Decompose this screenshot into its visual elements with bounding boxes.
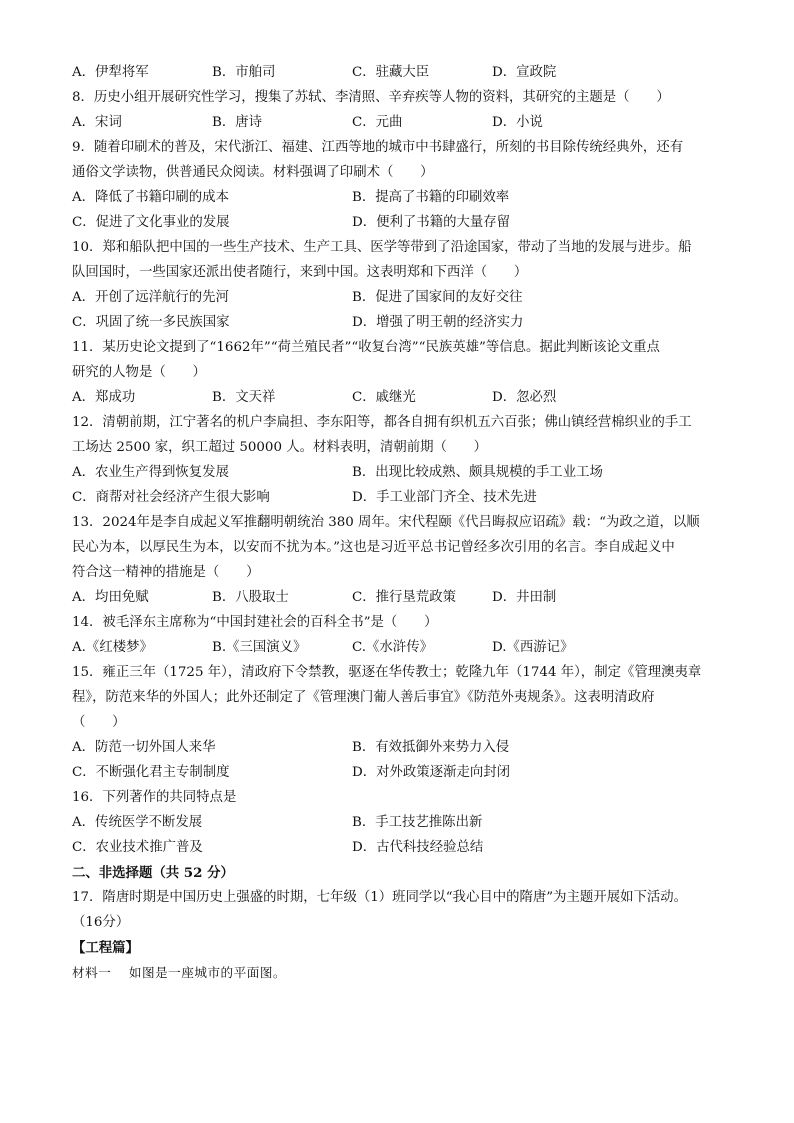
q15-option-a: A．防范一切外国人来华 [72, 740, 216, 755]
q16-option-a: A．传统医学不断发展 [72, 815, 203, 830]
q10-stem-line1: 10．郑和船队把中国的一些生产技术、生产工具、医学等带到了沿途国家，带动了当地的发展与进步。船 [72, 240, 692, 255]
q17-part-heading: 【工程篇】 [72, 940, 139, 956]
q7-option-a: A．伊犁将军 [72, 65, 149, 80]
q14-option-b: B.《三国演义》 [212, 640, 307, 655]
q8-option-a: A．宋词 [72, 115, 122, 130]
q15-options-row2 [72, 763, 732, 783]
q11-stem-line1: 11．某历史论文提到了“1662年”“荷兰殖民者”“收复台湾”“民族英雄”等信息。据此判断该论文重点 [72, 340, 660, 355]
q11-stem-line2: 研究的人物是（ ） [72, 365, 206, 380]
q10-stem-line2: 队回国时，一些国家还派出使者随行，来到中国。这表明郑和下西洋（ ） [72, 265, 528, 280]
q8-stem: 8．历史小组开展研究性学习，搜集了苏轼、李清照、辛弃疾等人物的资料，其研究的主题是（ ） [72, 90, 670, 105]
q15-options-row1 [72, 738, 732, 758]
q13-options [72, 588, 732, 608]
q13-stem-line2: 民心为本，以厚民生为本，以安而不扰为本。”这也是习近平总书记曾经多次引用的名言。李自成起义中 [72, 540, 675, 555]
q12-stem-line2: 工场达 2500 家，织工超过 50000 人。材料表明，清朝前期（ ） [72, 440, 488, 455]
q10-option-d: D．增强了明王朝的经济实力 [352, 315, 524, 330]
q16-option-b: B．手工技艺推陈出新 [352, 815, 483, 830]
q9-option-c: C．促进了文化事业的发展 [72, 215, 230, 230]
q12-option-c: C．商帮对社会经济产生很大影响 [72, 490, 270, 505]
q12-option-a: A．农业生产得到恢复发展 [72, 465, 229, 480]
q12-options-row1 [72, 463, 732, 483]
q13-stem-line1: 13．2024年是李自成起义军推翻明朝统治 380 周年。宋代程颐《代吕晦叔应诏疏》载：“为政之道，以顺 [72, 515, 700, 530]
q14-option-c: C.《水浒传》 [352, 640, 433, 655]
q15-option-b: B．有效抵御外来势力入侵 [352, 740, 510, 755]
q14-option-a: A.《红楼梦》 [72, 640, 153, 655]
q7-option-b: B．市舶司 [212, 65, 276, 80]
q12-option-b: B．出现比较成熟、颇具规模的手工业工场 [352, 465, 603, 480]
q7-option-d: D．宣政院 [492, 65, 557, 80]
q8-option-c: C．元曲 [352, 115, 403, 130]
q10-options-row1 [72, 288, 732, 308]
q14-option-d: D.《西游记》 [492, 640, 574, 655]
q16-option-c: C．农业技术推广普及 [72, 840, 203, 855]
q11-option-c: C．戚继光 [352, 390, 416, 405]
q15-stem-line2: 程》，防范来华的外国人；此外还制定了《管理澳门葡人善后事宜》《防范外夷规条》。这表明清政府 [72, 690, 655, 705]
q11-option-b: B．文天祥 [212, 390, 276, 405]
q12-options-row2 [72, 488, 732, 508]
q7-option-c: C．驻藏大臣 [352, 65, 430, 80]
q17-stem-line1: 17．隋唐时期是中国历史上强盛的时期，七年级（1）班同学以“我心目中的隋唐”为主题开展如下活动。 [72, 890, 688, 905]
q13-option-a: A．均田免赋 [72, 590, 149, 605]
q13-option-d: D．井田制 [492, 590, 557, 605]
q15-stem-line3: （ ） [72, 715, 126, 730]
q13-option-b: B．八股取士 [212, 590, 289, 605]
q12-stem-line1: 12．清朝前期，江宁著名的机户李扁担、李东阳等，都各自拥有织机五六百张；佛山镇经营棉织业的手工 [72, 415, 692, 430]
q15-stem-line1: 15．雍正三年（1725 年），清政府下令禁教，驱逐在华传教士；乾隆九年（1744 年），制定《管理澳夷章 [72, 665, 702, 680]
section-heading-non-choice: 二、非选择题（共 52 分） [72, 865, 234, 881]
q10-option-a: A．开创了远洋航行的先河 [72, 290, 229, 305]
q8-option-b: B．唐诗 [212, 115, 263, 130]
q7-options [72, 63, 732, 83]
q11-option-d: D．忽必烈 [492, 390, 557, 405]
q16-option-d: D．古代科技经验总结 [352, 840, 484, 855]
q9-stem-line2: 通俗文学读物，供普通民众阅读。材料强调了印刷术（ ） [72, 165, 434, 180]
q13-stem-line3: 符合这一精神的措施是（ ） [72, 565, 260, 580]
q12-option-d: D．手工业部门齐全、技术先进 [352, 490, 537, 505]
q11-option-a: A．郑成功 [72, 390, 136, 405]
q9-options-row2 [72, 213, 732, 233]
q15-option-c: C．不断强化君主专制制度 [72, 765, 230, 780]
q9-option-b: B．提高了书籍的印刷效率 [352, 190, 510, 205]
q9-option-d: D．便利了书籍的大量存留 [352, 215, 511, 230]
q10-options-row2 [72, 313, 732, 333]
q14-stem: 14．被毛泽东主席称为“中国封建社会的百科全书”是（ ） [72, 615, 438, 630]
q9-option-a: A．降低了书籍印刷的成本 [72, 190, 229, 205]
q15-option-d: D．对外政策逐渐走向封闭 [352, 765, 511, 780]
q16-options-row1 [72, 813, 732, 833]
q8-options [72, 113, 732, 133]
q16-stem: 16．下列著作的共同特点是 [72, 790, 237, 805]
q16-options-row2 [72, 838, 732, 858]
q17-material-one: 材料一 如图是一座城市的平面图。 [72, 965, 287, 980]
q9-stem-line1: 9．随着印刷术的普及，宋代浙江、福建、江西等地的城市中书肆盛行，所刻的书目除传统经典外，还有 [72, 140, 684, 155]
q9-options-row1 [72, 188, 732, 208]
q10-option-b: B．促进了国家间的友好交往 [352, 290, 523, 305]
q17-stem-line2: （16分） [72, 915, 130, 930]
q8-option-d: D．小说 [492, 115, 543, 130]
q14-options [72, 638, 732, 658]
q13-option-c: C．推行垦荒政策 [352, 590, 456, 605]
q11-options [72, 388, 732, 408]
q10-option-c: C．巩固了统一多民族国家 [72, 315, 230, 330]
